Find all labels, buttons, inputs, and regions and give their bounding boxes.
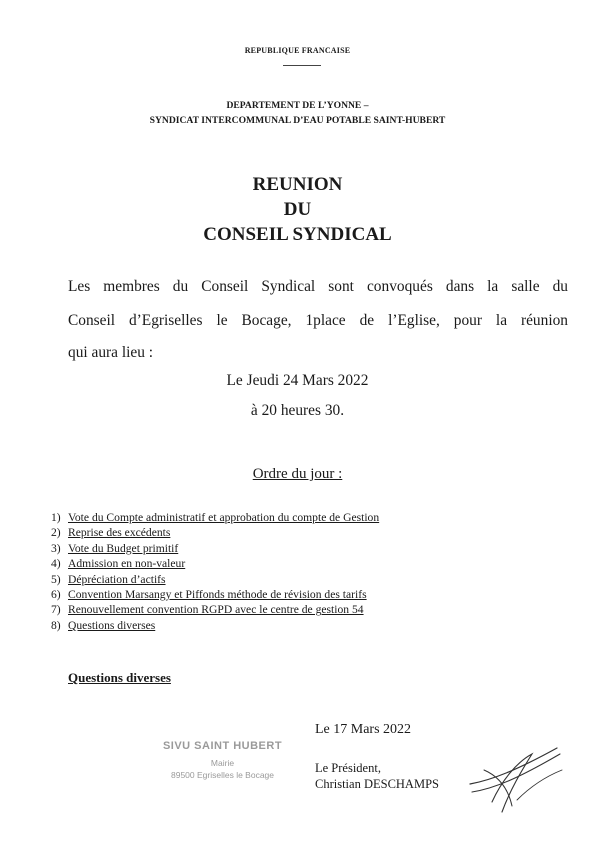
agenda-item-text: Convention Marsangy et Piffonds méthode de révision des tarifs <box>68 587 367 601</box>
handwritten-signature-icon <box>462 740 567 820</box>
title-line-1: REUNION <box>252 174 343 195</box>
agenda-item <box>51 587 379 602</box>
agenda-item-number: 5) <box>51 572 61 586</box>
agenda-item <box>51 510 379 525</box>
header-divider <box>283 65 321 66</box>
convocation-line-3: qui aura lieu : <box>68 344 154 361</box>
meeting-time: à 20 heures 30. <box>250 402 345 419</box>
agenda-item-number: 7) <box>51 603 61 617</box>
agenda-item <box>51 541 379 556</box>
agenda-item <box>51 572 379 587</box>
stamp-line-3: 89500 Egriselles le Bocage <box>170 770 274 780</box>
president-block <box>315 760 439 792</box>
agenda-item-number: 3) <box>51 541 61 555</box>
agenda-item-text: Questions diverses <box>68 618 156 632</box>
agenda-item <box>51 602 379 617</box>
republique-francaise: REPUBLIQUE FRANCAISE <box>244 46 351 55</box>
president-role: Le Président, <box>315 761 381 775</box>
syndicat-line: SYNDICAT INTERCOMMUNAL D’EAU POTABLE SAINT-HUBERT <box>149 115 446 126</box>
agenda-item-number: 8) <box>51 618 61 632</box>
mairie-stamp <box>150 740 295 780</box>
agenda-item-text: Admission en non-valeur <box>68 557 186 571</box>
meeting-date: Le Jeudi 24 Mars 2022 <box>226 372 369 389</box>
stamp-line-2: Mairie <box>210 758 235 768</box>
agenda-heading: Ordre du jour : <box>252 466 343 482</box>
title-line-2: DU <box>283 199 312 220</box>
agenda-item-text: Renouvellement convention RGPD avec le centre de gestion 54 <box>68 603 364 617</box>
departement-line: DEPARTEMENT DE L’YONNE – <box>226 100 369 111</box>
convocation-line-1: Les membres du Conseil Syndical sont convoqués dans la salle du <box>68 278 568 295</box>
stamp-line-1: SIVU SAINT HUBERT <box>162 740 283 752</box>
agenda-item-number: 4) <box>51 557 61 571</box>
questions-diverses-heading: Questions diverses <box>68 670 171 685</box>
agenda-item-text: Vote du Budget primitif <box>68 541 179 555</box>
agenda-item <box>51 525 379 540</box>
agenda-item-text: Vote du Compte administratif et approbation du compte de Gestion <box>68 511 380 524</box>
signature-date: Le 17 Mars 2022 <box>315 722 412 737</box>
agenda-item-text: Reprise des excédents <box>68 526 171 540</box>
title-line-3: CONSEIL SYNDICAL <box>203 224 392 245</box>
agenda-item-number: 2) <box>51 526 61 540</box>
agenda-item-number: 1) <box>51 511 61 524</box>
convocation-line-2: Conseil d’Egriselles le Bocage, 1place de l’Eglise, pour la réunion <box>68 312 568 329</box>
agenda-item <box>51 556 379 571</box>
agenda-item-number: 6) <box>51 587 61 601</box>
agenda-list <box>51 510 379 633</box>
president-name: Christian DESCHAMPS <box>315 777 439 791</box>
agenda-item <box>51 618 379 633</box>
agenda-item-text: Dépréciation d’actifs <box>68 572 166 586</box>
